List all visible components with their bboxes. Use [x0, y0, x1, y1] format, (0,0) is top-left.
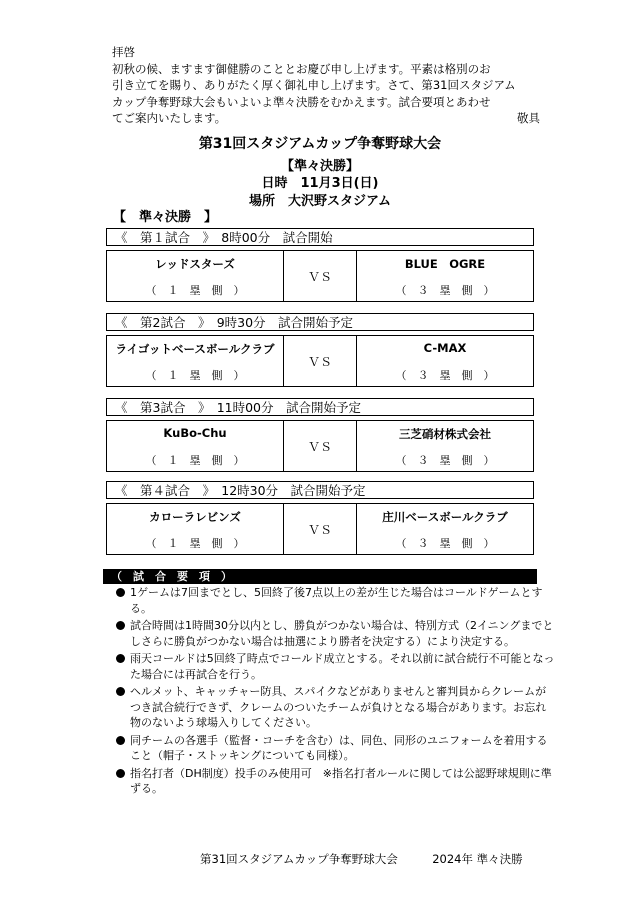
- event-date: 日時 11月3日(日): [261, 176, 379, 191]
- away-team: [356, 504, 533, 554]
- rules-list: [116, 585, 556, 799]
- away-team-name: BLUE OGRE: [404, 257, 486, 271]
- home-team-name: ライゴットベースボールクラブ: [115, 342, 275, 356]
- rule-item: [116, 684, 556, 731]
- game-header: 《 第１試合 》 8時00分 試合開始: [106, 228, 534, 246]
- vs-label: ＶＳ: [307, 269, 332, 284]
- matchup: [106, 420, 534, 472]
- rule-text: 同チームの各選手（監督・コーチを含む）は、同色、同形のユニフォームを着用すること（帽子・ストッキングについても同様）。: [130, 733, 548, 762]
- greeting-letter: [112, 44, 540, 127]
- closing: 敬具: [517, 111, 540, 125]
- away-team: [356, 421, 533, 471]
- away-team: [356, 336, 533, 386]
- letter-line: 初秋の候、ますます御健勝のこととお慶び申し上げます。平素は格別のお: [112, 61, 491, 76]
- home-side: （ １ 塁 側 ）: [145, 369, 245, 382]
- away-side: （ ３ 塁 側 ）: [395, 537, 495, 550]
- vs-label: ＶＳ: [307, 522, 332, 537]
- away-team-name: 三芝硝材株式会社: [399, 427, 491, 441]
- rule-text: 試合時間は1時間30分以内とし、勝負がつかない場合は、特別方式（2イニングまでとしさらに勝負がつかない場合は抽選により勝者を決定する）により決定する。: [130, 619, 554, 648]
- vs-label: ＶＳ: [307, 439, 332, 454]
- home-side: （ １ 塁 側 ）: [145, 537, 245, 550]
- home-team-name: カローラレビンズ: [149, 510, 241, 524]
- home-team: [107, 421, 284, 471]
- away-side: （ ３ 塁 側 ）: [395, 454, 495, 467]
- rule-item: [116, 651, 556, 682]
- event-venue: 場所 大沢野スタジアム: [248, 194, 392, 209]
- away-team-name: 庄川ベースボールクラブ: [382, 510, 508, 524]
- rule-item: [116, 585, 556, 616]
- vs-label: ＶＳ: [307, 354, 332, 369]
- rule-item: [116, 618, 556, 649]
- letter-line: [112, 110, 540, 127]
- rule-text: 1ゲームは7回までとし、5回終了後7点以上の差が生じた場合はコールドゲームとする。: [130, 586, 543, 615]
- away-team-name: C-MAX: [423, 341, 467, 355]
- bullet-icon: [116, 736, 125, 745]
- home-team-name: KuBo-Chu: [163, 426, 227, 440]
- matchup: [106, 335, 534, 387]
- footer-edition: 2024年 準々決勝: [432, 852, 523, 866]
- letter-line: 引き立てを賜り、ありがたく厚く御礼申し上げます。さて、第31回スタジアム: [112, 78, 516, 92]
- away-side: （ ３ 塁 側 ）: [395, 284, 495, 297]
- away-side: （ ３ 塁 側 ）: [395, 369, 495, 382]
- game-card-1: [106, 228, 534, 302]
- game-card-2: [106, 313, 534, 387]
- matchup: [106, 250, 534, 302]
- home-team: [107, 504, 284, 554]
- home-team: [107, 336, 284, 386]
- rule-text: ヘルメット、キャッチャー防具、スパイクなどがありませんと審判員からクレームがつき試合続行できず、クレームのついたチームが負けとなる場合があります。お忘れ物のないよう球場入りしてください。: [130, 685, 547, 729]
- home-side: （ １ 塁 側 ）: [145, 454, 245, 467]
- rule-item: [116, 733, 556, 764]
- bullet-icon: [116, 769, 125, 778]
- letter-line: カップ争奪野球大会もいよいよ準々決勝をむかえます。試合要項とあわせ: [112, 94, 491, 109]
- matchup: [106, 503, 534, 555]
- home-side: （ １ 塁 側 ）: [145, 284, 245, 297]
- rule-item: [116, 766, 556, 797]
- rule-text: 雨天コールドは5回終了時点でコールド成立とする。それ以前に試合続行不可能となった場合には再試合を行う。: [130, 652, 555, 681]
- rules-heading: （ 試 合 要 項 ）: [103, 569, 537, 584]
- event-title: 第31回スタジアムカップ争奪野球大会: [198, 136, 442, 152]
- game-header: 《 第2試合 》 9時30分 試合開始予定: [106, 313, 534, 331]
- bullet-icon: [116, 687, 125, 696]
- footer-event: 第31回スタジアムカップ争奪野球大会: [200, 852, 398, 866]
- section-label: 【 準々決勝 】: [113, 210, 218, 225]
- rule-text: 指名打者（DH制度）投手のみ使用可 ※指名打者ルールに関しては公認野球規則に準ずる。: [130, 766, 552, 795]
- away-team: [356, 251, 533, 301]
- round-title: 【準々決勝】: [280, 159, 359, 174]
- letter-last-line: てご案内いたします。: [112, 111, 227, 125]
- salutation: 拝啓: [112, 45, 135, 59]
- game-header: 《 第3試合 》 11時00分 試合開始予定: [106, 398, 534, 416]
- bullet-icon: [116, 654, 125, 663]
- game-card-4: [106, 481, 534, 555]
- bullet-icon: [116, 621, 125, 630]
- home-team-name: レッドスターズ: [155, 257, 235, 271]
- game-header: 《 第４試合 》 12時30分 試合開始予定: [106, 481, 534, 499]
- footer: [200, 851, 523, 867]
- game-card-3: [106, 398, 534, 472]
- bullet-icon: [116, 588, 125, 597]
- home-team: [107, 251, 284, 301]
